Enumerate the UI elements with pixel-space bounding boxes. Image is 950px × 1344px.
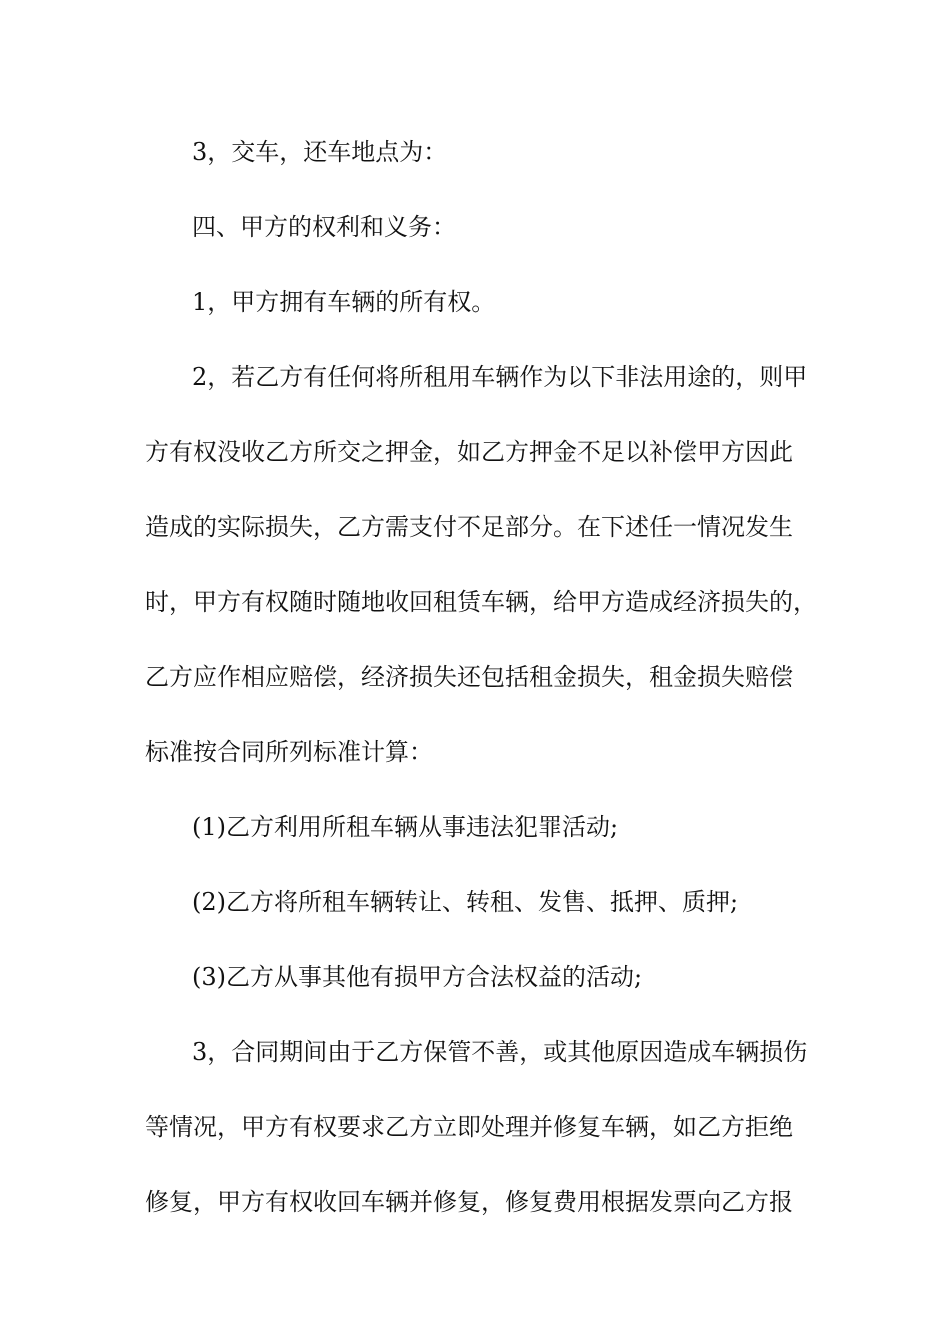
list-item: (3)乙方从事其他有损甲方合法权益的活动; (192, 963, 643, 991)
text-line: 3，合同期间由于乙方保管不善，或其他原因造成车辆损伤 (192, 1038, 808, 1066)
text-line: 2，若乙方有任何将所租用车辆作为以下非法用途的，则甲 (192, 363, 808, 391)
section-heading: 四、甲方的权利和义务： (192, 213, 456, 241)
text-line: 修复，甲方有权收回车辆并修复，修复费用根据发票向乙方报 (145, 1188, 793, 1216)
text-line: 标准按合同所列标准计算： (145, 738, 433, 766)
text-line: 1，甲方拥有车辆的所有权。 (192, 288, 496, 316)
text-line: 乙方应作相应赔偿，经济损失还包括租金损失，租金损失赔偿 (145, 663, 793, 691)
list-item: (1)乙方利用所租车辆从事违法犯罪活动; (192, 813, 619, 841)
text-line: 时，甲方有权随时随地收回租赁车辆，给甲方造成经济损失的， (145, 588, 817, 616)
text-line: 3，交车，还车地点为： (192, 138, 448, 166)
text-line: 造成的实际损失，乙方需支付不足部分。在下述任一情况发生 (145, 513, 793, 541)
text-line: 等情况，甲方有权要求乙方立即处理并修复车辆，如乙方拒绝 (145, 1113, 793, 1141)
text-line: 方有权没收乙方所交之押金，如乙方押金不足以补偿甲方因此 (145, 438, 793, 466)
list-item: (2)乙方将所租车辆转让、转租、发售、抵押、质押; (192, 888, 739, 916)
